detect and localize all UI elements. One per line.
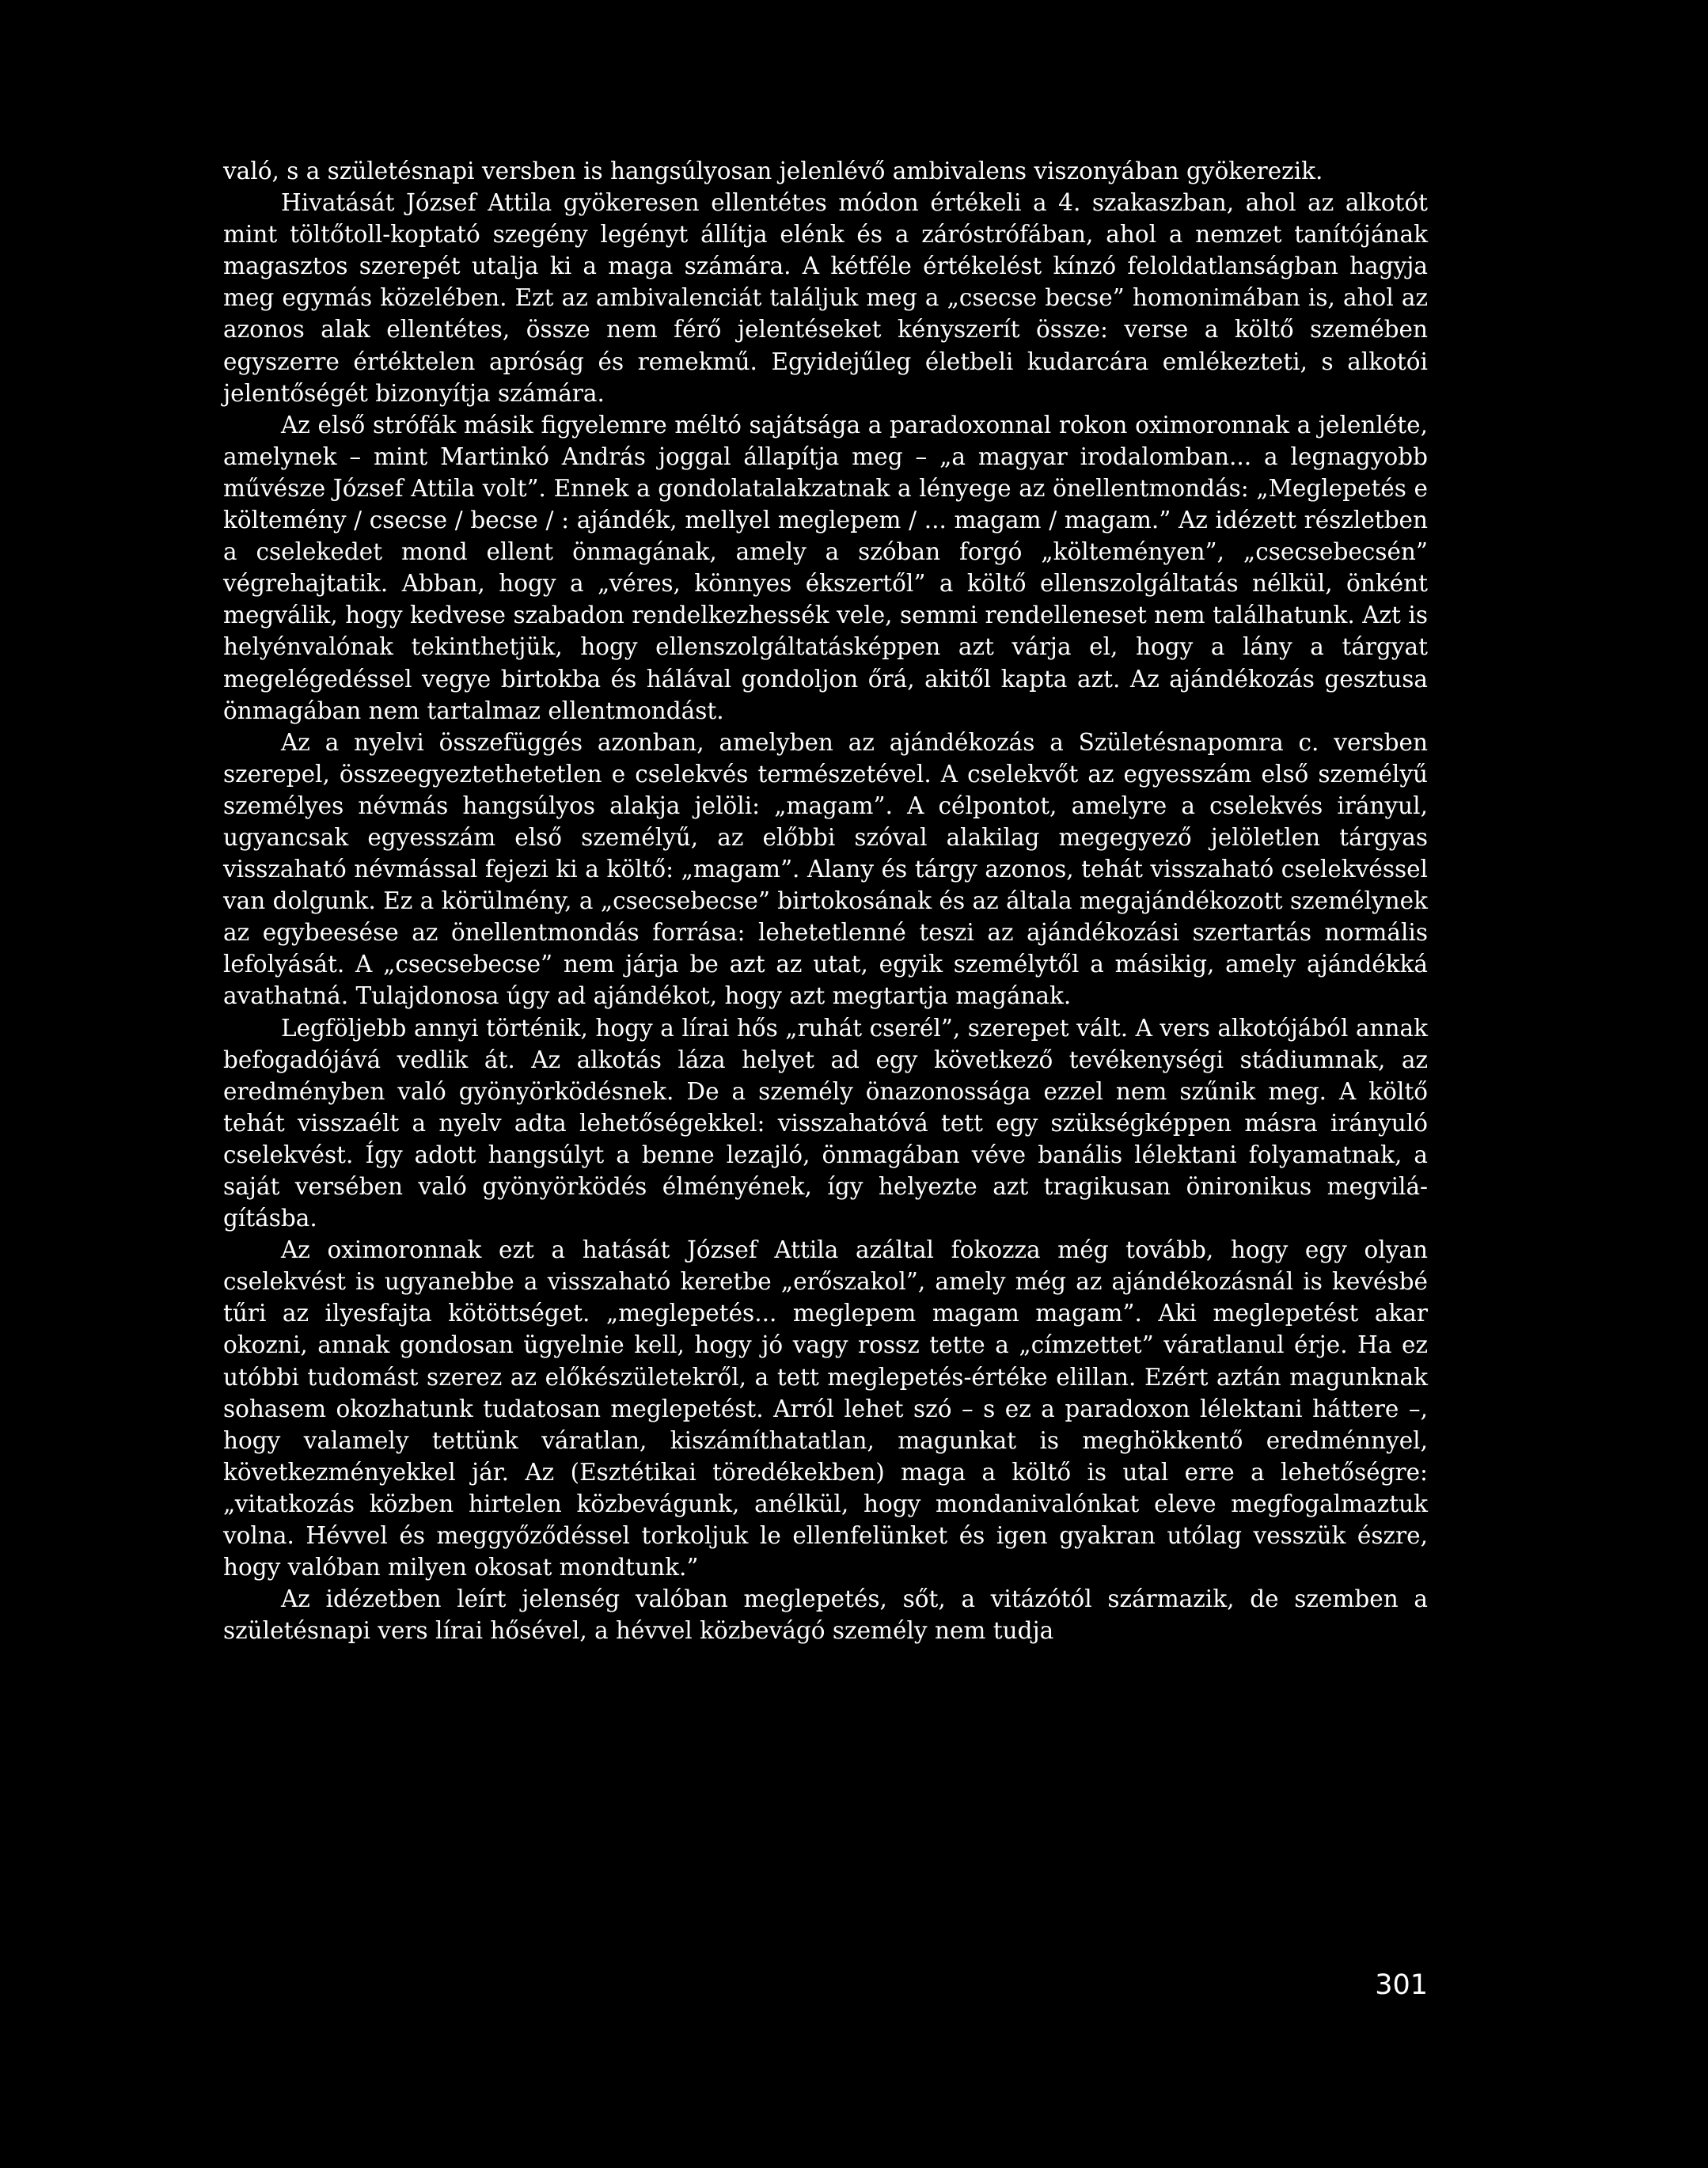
- paragraph: Az első strófák másik figyelemre méltó sajátsága a paradoxonnal rokon oximoronnak a jelenléte, amelynek – mint Martinkó András joggal állapítja meg – „a magyar irodalomban... a legnagyobb művésze József Attila volt”. Ennek a gondolatalakzatnak a lényege az önellentmondás: „Meglepetés e költemény / csecse / becse / : ajándék, mellyel meglepem / ... magam / magam.” Az idézett részletben a cselekedet mond ellent önmagának, amely a szóban forgó „költeményen”, „csecsebecsén” végrehajtatik. Abban, hogy a „véres, könnyes ékszertől” a költő ellenszolgáltatás nélkül, önként megválik, hogy kedvese szabadon rendelkezhessék vele, semmi rendelleneset nem találhatunk. Azt is helyénvalónak tekinthetjük, hogy ellenszolgáltatásképpen azt várja el, hogy a lány a tárgyat megelégedéssel vegye birtokba és hálával gondoljon őrá, akitől kapta azt. Az ajándékozás gesztusa önmagában nem tartalmaz ellentmondást.: [223, 411, 1428, 724]
- paragraph: Hivatását József Attila gyökeresen ellentétes módon értékeli a 4. szakaszban, ahol az alkotót mint töltőtoll-koptató szegény legényt állítja elénk és a záróstrófában, ahol a nemzet tanítójának magasztos szerepét utalja ki a maga számára. A kétféle értékelést kínzó feloldatlanságban hagyja meg egymás közelében. Ezt az ambivalenciát találjuk meg a „csecse becse” homonimában is, ahol az azonos alak ellentétes, össze nem férő jelentéseket kényszerít össze: verse a költő szemében egyszerre értéktelen apróság és remekmű. Egyidejűleg életbeli kudarcára emlékezteti, s alkotói jelentőségét bizonyítja számára.: [223, 189, 1428, 407]
- paragraph: Az a nyelvi összefüggés azonban, amelyben az ajándékozás a Születésnapomra c. versben szerepel, összeegyeztethetetlen e cselekvés természetével. A cselekvőt az egyesszám első személyű személyes névmás hangsúlyos alakja jelöli: „magam”. A célpontot, amelyre a cselekvés irányul, ugyancsak egyesszám első személyű, az előbbi szóval alakilag megegyező jelöletlen tárgyas visszaható névmással fejezi ki a költő: „magam”. Alany és tárgy azonos, tehát visszaható cselekvéssel van dolgunk. Ez a körülmény, a „csecsebecse” birtokosának és az általa megajándékozott személynek az egybeesése az önellentmondás forrása: lehetetlenné teszi az ajándékozási szertartás normális lefolyását. A „csecsebecse” nem járja be azt az utat, egyik személytől a másikig, amely ajándékká avathatná. Tulajdonosa úgy ad ajándékot, hogy azt megtartja magának.: [223, 728, 1428, 1010]
- body-text: [223, 155, 1428, 1646]
- page-number: 301: [1375, 1969, 1428, 2001]
- paragraph: Az oximoronnak ezt a hatását József Attila azáltal fokozza még tovább, hogy egy olyan cselekvést is ugyanebbe a visszaható keretbe „erőszakol”, amely még az ajándékozásnál is kevésbé tűri az ilyesfajta kötöttséget. „meglepetés... meglepem magam magam”. Aki meglepetést akar okozni, annak gondosan ügyelnie kell, hogy jó vagy rossz tette a „címzettet” váratlanul érje. Ha ez utóbbi tudomást szerez az előkészületekről, a tett meglepetés-értéke elillan. Ezért aztán magunknak sohasem okozhatunk tudatosan meglepetést. Arról lehet szó – s ez a paradoxon lélektani háttere –, hogy valamely tettünk váratlan, kiszámíthatatlan, magunkat is meghökkentő eredménnyel, következményekkel jár. Az (Esztétikai töredékekben) maga a költő is utal erre a lehetőségre: „vitatkozás közben hirtelen közbevágunk, anélkül, hogy mondanivalónkat eleve megfogalmaztuk volna. Hévvel és meggyőződéssel torkoljuk le ellenfelünket és igen gyakran utólag vesszük észre, hogy valóban milyen okosat mondtunk.”: [223, 1236, 1428, 1581]
- paragraph: Az idézetben leírt jelenség valóban meglepetés, sőt, a vitázótól származik, de szemben a születésnapi vers lírai hősével, a hévvel közbevágó személy nem tudja: [223, 1585, 1428, 1645]
- paragraph: Legföljebb annyi történik, hogy a lírai hős „ruhát cserél”, szerepet vált. A vers alkotójából annak befogadójává vedlik át. Az alkotás láza helyet ad egy következő tevékenységi stádiumnak, az eredményben való gyönyörködésnek. De a személy önazonossága ezzel nem szűnik meg. A költő tehát visszaélt a nyelv adta lehetőségekkel: visszahatóvá tett egy szükségképpen másra irányuló cselekvést. Így adott hangsúlyt a benne lezajló, önmagában véve banális lélektani folyamatnak, a saját versében való gyönyörködés élményének, így helyezte azt tragikusan önironikus megvilágításba.: [223, 1014, 1428, 1232]
- paragraph-continued: való, s a születésnapi versben is hangsúlyosan jelenlévő ambivalens viszonyában gyökerezik.: [223, 158, 1323, 184]
